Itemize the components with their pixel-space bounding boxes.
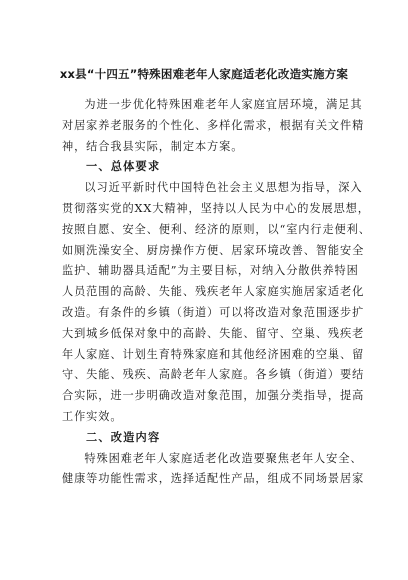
paragraph-line: 为进一步优化特殊困难老年人家庭宜居环境，满足其 <box>84 98 363 111</box>
paragraph-line: 如厕洗澡安全、厨房操作方便、居家环境改善、智能安全 <box>62 243 365 257</box>
document-title: xx县“十四五”特殊困难老年人家庭适老化改造实施方案 <box>59 67 349 81</box>
paragraph-line: 以习近平新时代中国特色社会主义思想为指导，深入 <box>84 181 363 195</box>
paragraph-line: 监护、辅助器具适配”为主要目标，对纳入分散供养特困 <box>62 264 359 278</box>
paragraph-line: 年人家庭、计划生育特殊家庭和其他经济困难的空巢、留 <box>62 347 365 361</box>
paragraph-line: 合实际，进一步明确改造对象范围，加强分类指导，提高 <box>62 389 365 403</box>
general-requirements-paragraph <box>62 178 371 428</box>
renovation-content-paragraph <box>62 449 365 491</box>
intro-paragraph <box>62 95 365 157</box>
paragraph-line: 贯彻落实党的XX大精神，坚持以人民为中心的发展思想， <box>62 201 370 215</box>
paragraph-line: 健康等功能性需求，选择适配性产品，组成不同场景居家 <box>62 472 365 486</box>
section-heading-renovation-content: 二、改造内容 <box>86 430 161 444</box>
paragraph-line: 神，结合我县实际，制定本方案。 <box>62 139 244 153</box>
paragraph-line: 人员范围的高龄、失能、残疾老年人家庭实施居家适老化 <box>62 285 365 299</box>
section-heading-general-requirements: 一、总体要求 <box>86 160 161 174</box>
paragraph-line: 改造。有条件的乡镇（街道）可以将改造对象范围逐步扩 <box>62 305 365 319</box>
paragraph-line: 特殊困难老年人家庭适老化改造要聚焦老年人安全、 <box>84 451 363 465</box>
paragraph-line: 对居家养老服务的个性化、多样化需求，根据有关文件精 <box>62 118 365 132</box>
paragraph-line: 工作实效。 <box>62 409 123 423</box>
paragraph-line: 大到城乡低保对象中的高龄、失能、留守、空巢、残疾老 <box>62 326 365 340</box>
paragraph-line: 按照自愿、安全、便利、经济的原则，以“室内行走便利、 <box>62 222 371 236</box>
paragraph-line: 守、失能、残疾、高龄老年人家庭。各乡镇（街道）要结 <box>62 368 365 382</box>
document-body <box>62 95 371 490</box>
